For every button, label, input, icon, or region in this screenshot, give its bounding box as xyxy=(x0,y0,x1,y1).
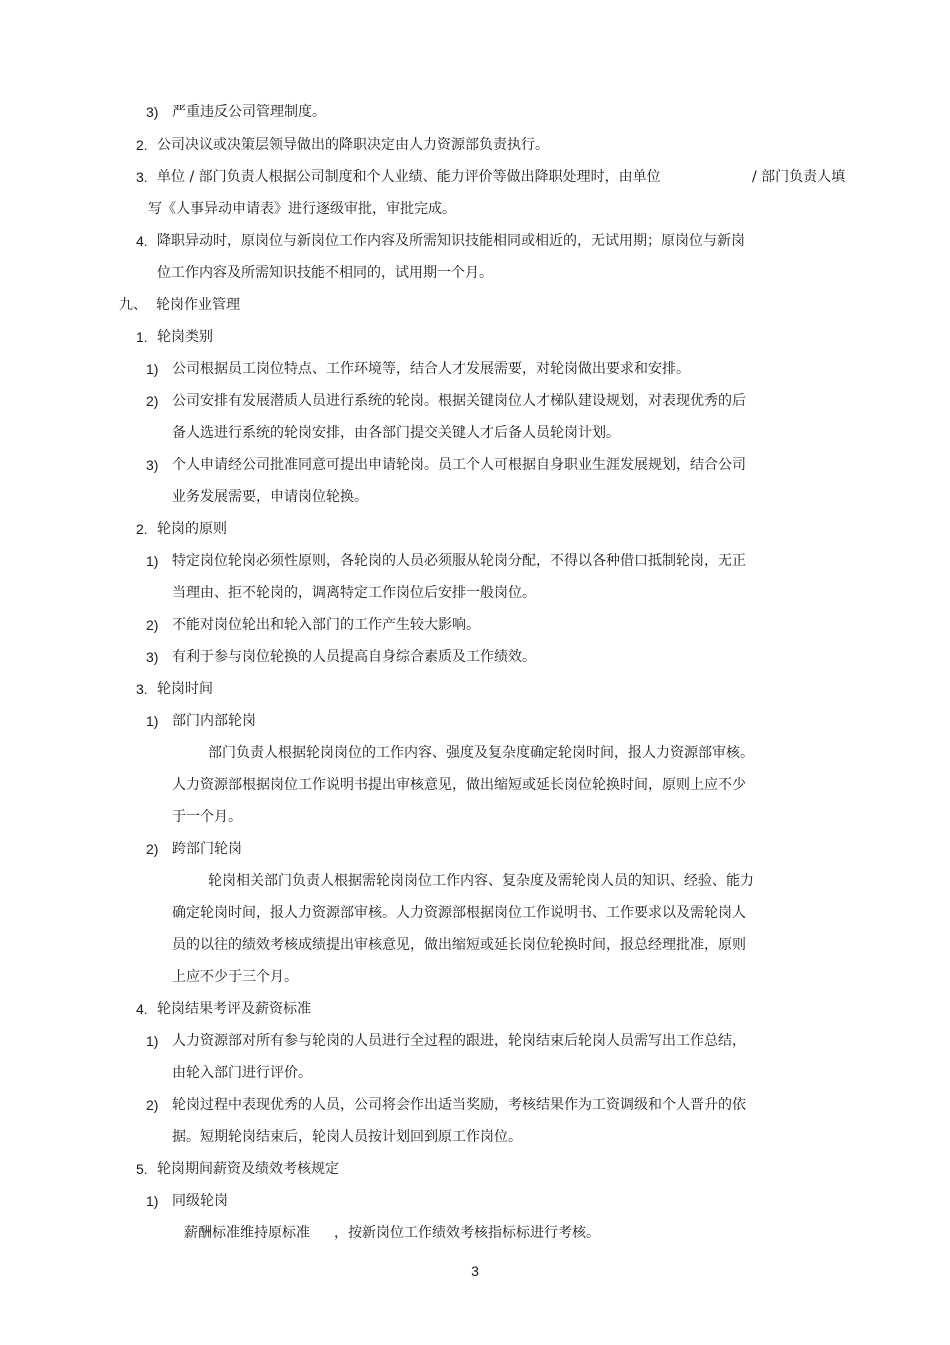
item-number: 1) xyxy=(146,713,159,729)
paragraph-line: 有利于参与岗位轮换的人员提高自身综合素质及工作绩效。 xyxy=(172,649,536,665)
item-number: 3. xyxy=(136,169,148,185)
item-number: 1) xyxy=(146,553,159,569)
paragraph-line: 部门内部轮岗 xyxy=(172,713,256,729)
item-number: 2) xyxy=(146,1097,159,1113)
paragraph-line: 特定岗位轮岗必须性原则，各轮岗的人员必须服从轮岗分配，不得以各种借口抵制轮岗，无正 xyxy=(172,553,746,569)
paragraph-line: 位工作内容及所需知识技能不相同的，试用期一个月。 xyxy=(157,265,493,281)
subsection-heading: 轮岗类别 xyxy=(157,329,213,345)
paragraph-line: 同级轮岗 xyxy=(172,1193,228,1209)
item-number: 3) xyxy=(146,457,159,473)
item-number: 1) xyxy=(146,1193,159,1209)
page-number: 3 xyxy=(471,1263,479,1279)
paragraph-line: 公司根据员工岗位特点、工作环境等，结合人才发展需要，对轮岗做出要求和安排。 xyxy=(172,361,690,377)
paragraph-line: 降职异动时，原岗位与新岗位工作内容及所需知识技能相同或相近的，无试用期；原岗位与新岗 xyxy=(157,233,745,249)
paragraph-line: / 部门负责人填 xyxy=(752,169,846,185)
paragraph-line: 上应不少于三个月。 xyxy=(172,969,298,985)
paragraph-line: 不能对岗位轮出和轮入部门的工作产生较大影响。 xyxy=(172,617,480,633)
item-number: 2. xyxy=(136,137,148,153)
paragraph-line: 薪酬标准维持原标准 xyxy=(184,1225,310,1241)
section-heading: 轮岗作业管理 xyxy=(156,297,240,313)
paragraph-line: 备人选进行系统的轮岗安排，由各部门提交关键人才后备人员轮岗计划。 xyxy=(172,425,620,441)
paragraph-line: 轮岗相关部门负责人根据需轮岗岗位工作内容、复杂度及需轮岗人员的知识、经验、能力 xyxy=(208,873,754,889)
item-number: 5. xyxy=(136,1161,148,1177)
subsection-heading: 轮岗时间 xyxy=(157,681,213,697)
paragraph-line: 轮岗过程中表现优秀的人员，公司将会作出适当奖励，考核结果作为工资调级和个人晋升的依 xyxy=(172,1097,746,1113)
item-number: 2) xyxy=(146,617,159,633)
paragraph-line: 跨部门轮岗 xyxy=(172,841,242,857)
paragraph-line: 人力资源部根据岗位工作说明书提出审核意见，做出缩短或延长岗位轮换时间，原则上应不少 xyxy=(172,777,746,793)
paragraph-line: 部门负责人根据轮岗岗位的工作内容、强度及复杂度确定轮岗时间，报人力资源部审核。 xyxy=(208,745,754,761)
item-number: 3) xyxy=(146,649,159,665)
paragraph-line: 于一个月。 xyxy=(172,809,242,825)
subsection-heading: 轮岗结果考评及薪资标准 xyxy=(157,1001,311,1017)
paragraph-line: ，按新岗位工作绩效考核指标标进行考核。 xyxy=(334,1225,600,1241)
paragraph-line: 员的以往的绩效考核成绩提出审核意见，做出缩短或延长岗位轮换时间，报总经理批准，原则 xyxy=(172,937,746,953)
item-number: 2. xyxy=(136,521,148,537)
subsection-heading: 轮岗期间薪资及绩效考核规定 xyxy=(157,1161,339,1177)
paragraph-line: 由轮入部门进行评价。 xyxy=(172,1065,312,1081)
paragraph-line: 严重违反公司管理制度。 xyxy=(172,104,326,120)
subsection-heading: 轮岗的原则 xyxy=(157,521,227,537)
item-number: 2) xyxy=(146,393,159,409)
paragraph-line: 确定轮岗时间，报人力资源部审核。人力资源部根据岗位工作说明书、工作要求以及需轮岗人 xyxy=(172,905,746,921)
section-number: 九、 xyxy=(119,297,147,313)
paragraph-line: 公司决议或决策层领导做出的降职决定由人力资源部负责执行。 xyxy=(157,137,549,153)
paragraph-line: 写《人事异动申请表》进行逐级审批，审批完成。 xyxy=(148,201,456,217)
paragraph-line: 当理由、拒不轮岗的，调离特定工作岗位后安排一般岗位。 xyxy=(172,585,536,601)
paragraph-line: 单位 / 部门负责人根据公司制度和个人业绩、能力评价等做出降职处理时，由单位 xyxy=(157,169,661,185)
item-number: 2) xyxy=(146,841,159,857)
paragraph-line: 个人申请经公司批准同意可提出申请轮岗。员工个人可根据自身职业生涯发展规划，结合公司 xyxy=(172,457,746,473)
item-number: 1) xyxy=(146,1033,159,1049)
item-number: 1) xyxy=(146,361,159,377)
item-number: 3. xyxy=(136,681,148,697)
item-number: 1. xyxy=(136,329,148,345)
item-number: 4. xyxy=(136,233,148,249)
item-number: 4. xyxy=(136,1001,148,1017)
paragraph-line: 业务发展需要，申请岗位轮换。 xyxy=(172,489,368,505)
item-number: 3) xyxy=(146,104,159,120)
paragraph-line: 公司安排有发展潜质人员进行系统的轮岗。根据关键岗位人才梯队建设规划，对表现优秀的后 xyxy=(172,393,746,409)
paragraph-line: 人力资源部对所有参与轮岗的人员进行全过程的跟进，轮岗结束后轮岗人员需写出工作总结， xyxy=(172,1033,746,1049)
paragraph-line: 据。短期轮岗结束后，轮岗人员按计划回到原工作岗位。 xyxy=(172,1129,522,1145)
